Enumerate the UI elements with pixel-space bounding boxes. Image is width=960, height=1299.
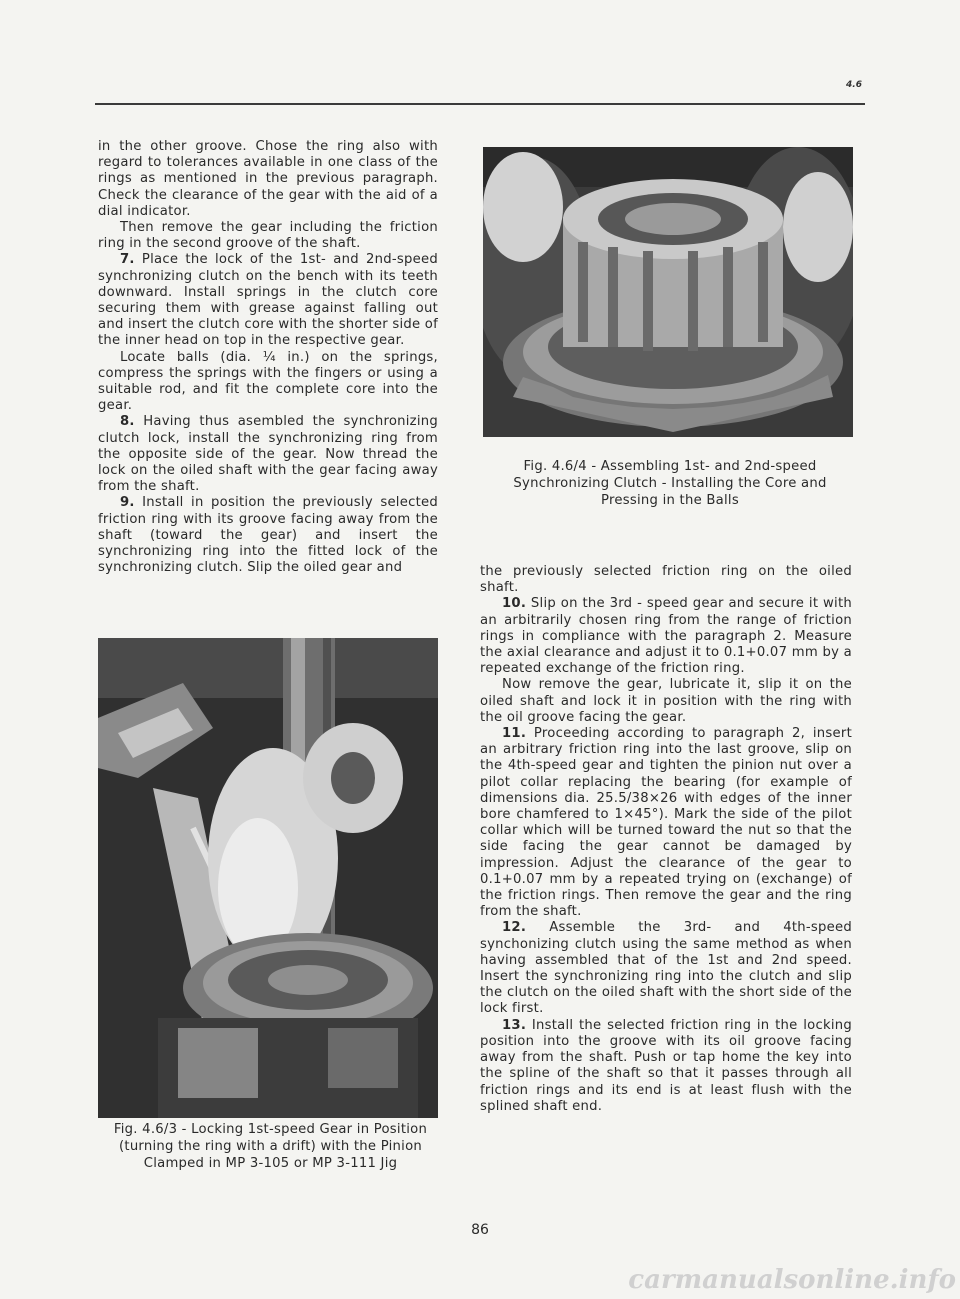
page-number: 86	[471, 1222, 489, 1238]
watermark: carmanualsonline.info	[628, 1265, 956, 1295]
step-text: Install the selected friction ring in the locking position into the groove with its oil groove facing away from the shaft. Push or tap home the key into the spline of the shaft so that it passes through all friction rings and its end is at least flush with the splined shaft end.	[480, 1017, 852, 1114]
step-number: 7.	[120, 252, 135, 268]
paragraph-step-12	[480, 920, 852, 1017]
header-rule	[95, 103, 865, 105]
paragraph-step-10	[480, 596, 852, 677]
step-number: 10.	[502, 596, 527, 612]
step-text: Proceeding according to paragraph 2, insert an arbitrary friction ring into the last groove, slip on the 4th-speed gear and tighten the pinion nut over a pilot collar replacing the bearing (for example of dimensions dia. 25.5/38×26 with edges of the inner bore chamfered to 1×45°). Mark the side of the pilot collar which will be turned toward the nut so that the side facing the gear cannot be damaged by impression. Adjust the clearance of the gear to 0.1+0.07 mm by a repeated trying on (exchange) of the friction rings. Then remove the gear and the ring from the shaft.	[480, 726, 852, 920]
step-text: Place the lock of the 1st- and 2nd-speed synchronizing clutch on the bench with its teeth downward. Install springs in the clutch core securing them with grease against falling out and insert the clutch core with the shorter side of the inner head on top in the respective gear.	[98, 252, 438, 349]
paragraph-step-11	[480, 726, 852, 920]
step-number: 9.	[120, 495, 135, 511]
figure-caption: Fig. 4.6/3 - Locking 1st-speed Gear in Position (turning the ring with a drift) with the Pinion Clamped in MP 3-105 or MP 3-111 Jig	[113, 1122, 428, 1171]
figure-photo-locking-gear	[98, 638, 438, 1118]
paragraph-step-9	[98, 495, 438, 576]
paragraph: in the other groove. Chose the ring also with regard to tolerances available in one class of the rings as mentioned in the previous paragraph. Check the clearance of the gear with the aid of a dial indicator.	[98, 139, 438, 219]
left-column	[98, 139, 438, 576]
paragraph: the previously selected friction ring on the oiled shaft.	[480, 564, 852, 596]
step-number: 12.	[502, 920, 527, 936]
figure-caption: Fig. 4.6/4 - Assembling 1st- and 2nd-speed Synchronizing Clutch - Installing the Core and Pressing in the Balls	[513, 459, 827, 508]
right-column	[480, 564, 852, 1115]
step-number: 13.	[502, 1017, 527, 1033]
paragraph-step-13	[480, 1018, 852, 1115]
paragraph: Then remove the gear including the friction ring in the second groove of the shaft.	[98, 220, 438, 252]
paragraph: Now remove the gear, lubricate it, slip it on the oiled shaft and lock it in position with the ring with the oil groove facing the gear.	[480, 677, 852, 725]
step-number: 11.	[502, 726, 527, 742]
step-text: Assemble the 3rd- and 4th-speed synchonizing clutch using the same method as when having assembled that of the 1st and 2nd speed. Insert the synchronizing ring into the clutch and slip the clutch on the oiled shaft with the short side of the lock first.	[480, 920, 852, 1017]
paragraph-step-8	[98, 414, 438, 495]
step-number: 8.	[120, 414, 135, 430]
paragraph: Locate balls (dia. ¼ in.) on the springs, compress the springs with the fingers or using a suitable rod, and fit the complete core into the gear.	[98, 349, 438, 414]
section-number: 4.6	[846, 80, 862, 90]
step-text: Slip on the 3rd - speed gear and secure it with an arbitrarily chosen ring from the range of friction rings in compliance with the paragraph 2. Measure the axial clearance and adjust it to 0.1+0.07 mm by a repeated exchange of the friction ring.	[480, 596, 852, 677]
figure-photo-synchronizing-clutch	[483, 147, 853, 437]
paragraph-step-7	[98, 252, 438, 349]
step-text: Having thus asembled the synchronizing clutch lock, install the synchronizing ring from the opposite side of the gear. Now thread the lock on the oiled shaft with the gear facing away from the shaft.	[98, 414, 438, 495]
step-text: Install in position the previously selected friction ring with its groove facing away from the shaft (toward the gear) and insert the synchronizing ring into the fitted lock of the synchronizing clutch. Slip the oiled gear and	[98, 495, 438, 576]
